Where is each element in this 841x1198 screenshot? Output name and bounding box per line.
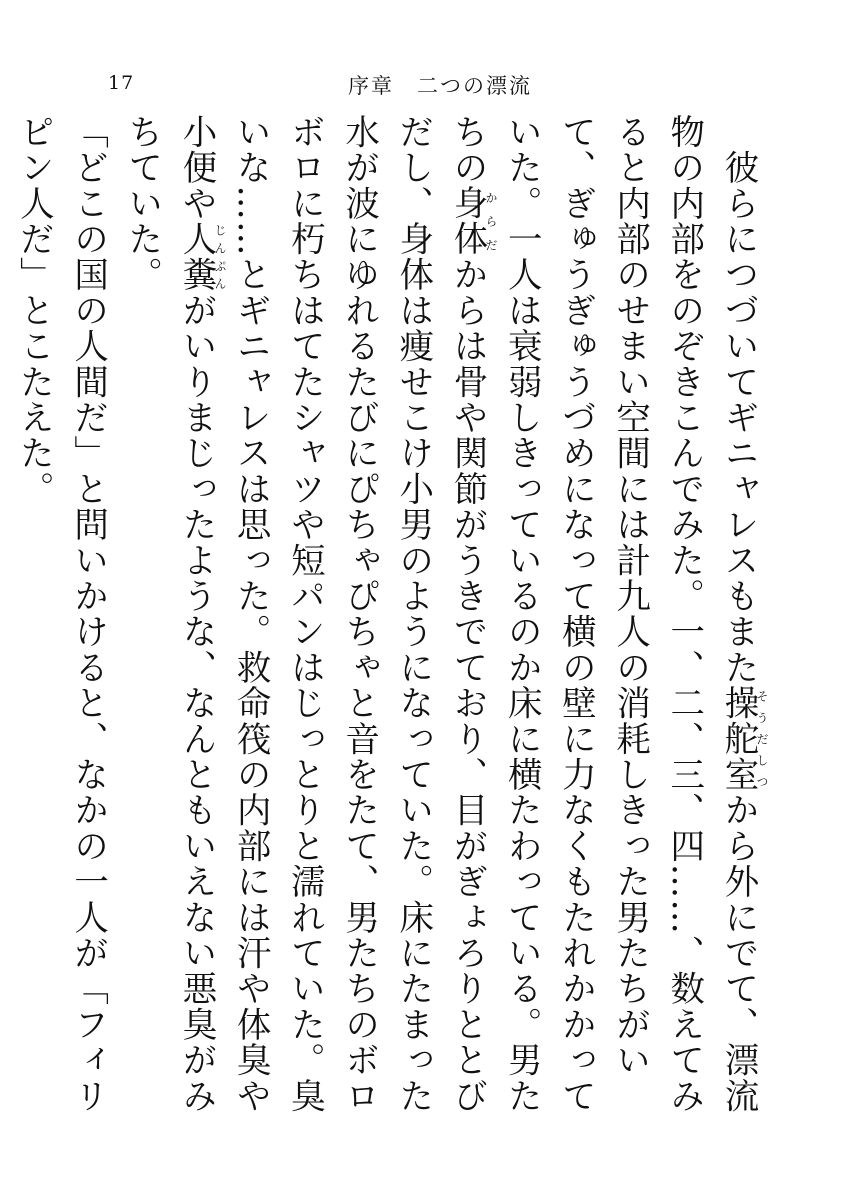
paragraph bbox=[6, 114, 114, 1124]
text-run: から外にでて、漂流物の内部をのぞきこんでみた。一、二、三、四……、数えてみると内部のせまい空間には計九人の消耗しきった男たちがいて、ぎゅうぎゅうづめになって横の壁に力なくもたれかかっていた。一人は衰弱しきっているのか床に横たわっている。男たちの bbox=[446, 114, 758, 1114]
text-run: がいりまじったような、なんともいえない悪臭がみちていた。 bbox=[121, 114, 216, 1114]
ruby-reading: じんぷん bbox=[212, 221, 227, 293]
body-text bbox=[13, 114, 769, 1124]
ruby-base: 身体 bbox=[446, 185, 487, 257]
paragraph bbox=[115, 114, 768, 1124]
running-header: 序章 二つの漂流 bbox=[348, 74, 532, 98]
text-run: 「どこの国の人間だ」と問いかけると、なかの一人が「フィリピン人だ」とこたえた。 bbox=[13, 114, 108, 1114]
text-run: からは骨や関節がうきでており、目がぎょろりととびだし、身体は痩せこけ小男のようになっていた。床にたまった水が波にゆれるたびにぴちゃぴちゃと音をたて、男たちのボロボロに朽ちはてたシャツや短パンはじっとりと濡れていた。臭いな……とギニャレスは思った。救命筏の内部には汗や体臭や小便や bbox=[175, 114, 487, 1114]
ruby-reading: からだ bbox=[483, 185, 498, 257]
ruby-annotation bbox=[446, 185, 498, 257]
text-run: 彼らにつづいてギニャレスもまた bbox=[718, 114, 758, 686]
ruby-annotation bbox=[175, 221, 227, 293]
ruby-reading: そうだしつ bbox=[755, 685, 769, 793]
ruby-base: 人糞 bbox=[175, 221, 216, 293]
page-number: 17 bbox=[108, 72, 135, 94]
ruby-base: 操舵室 bbox=[718, 685, 758, 793]
paragraph bbox=[0, 114, 6, 1124]
ruby-annotation bbox=[718, 685, 769, 793]
